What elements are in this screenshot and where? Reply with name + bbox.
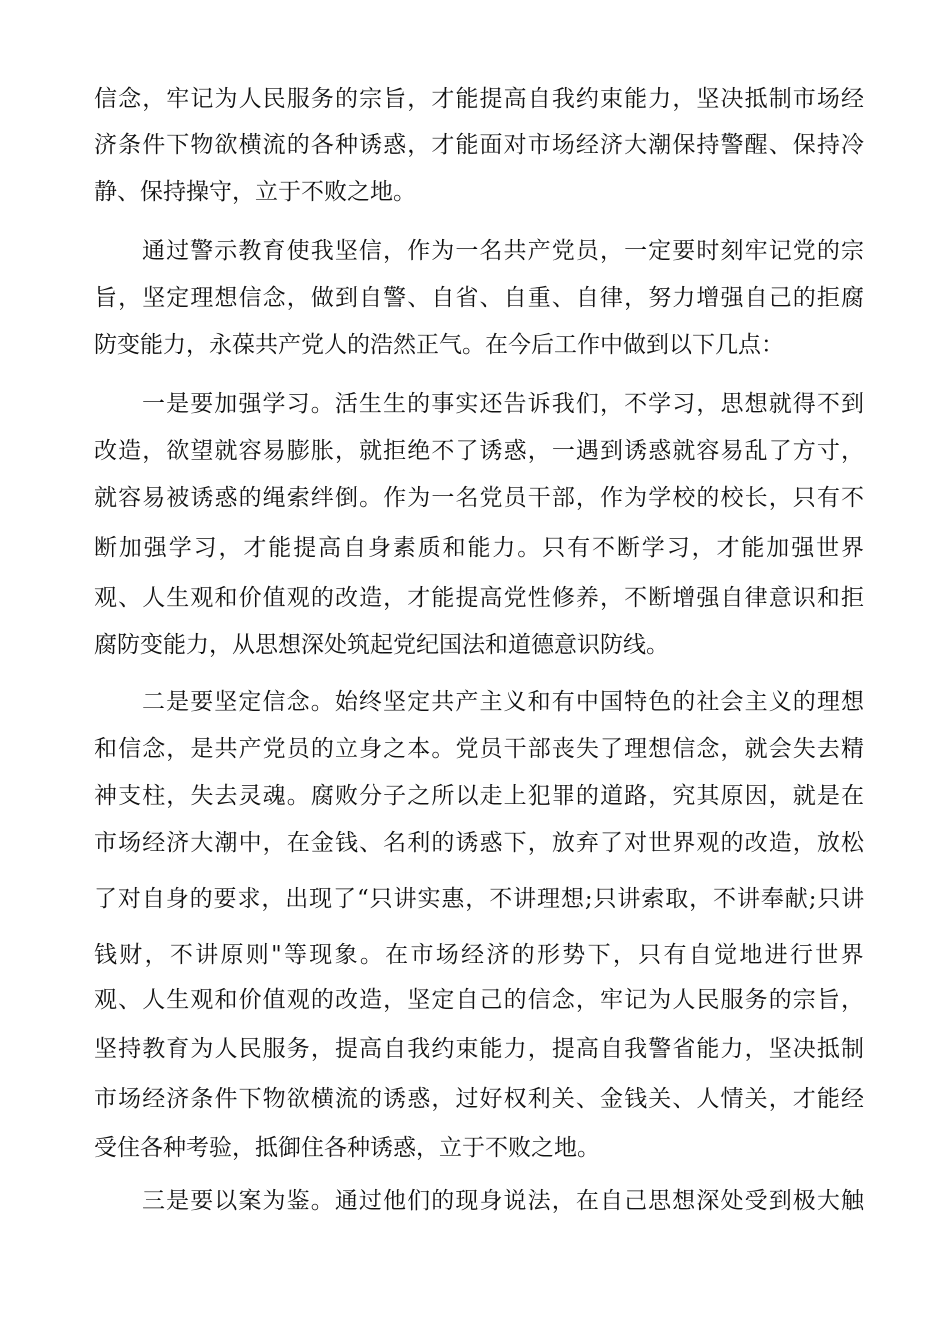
text-line: 腐防变能力，从思想深处筑起党纪国法和道德意识防线。 — [94, 632, 669, 658]
text-line: 观、人生观和价值观的改造，坚定自己的信念，牢记为人民服务的宗旨， — [94, 987, 866, 1013]
paragraph-start-line: 三是要以案为鉴。通过他们的现身说法，在自己思想深处受到极大触 — [142, 1188, 866, 1214]
text-line: 济条件下物欲横流的各种诱惑，才能面对市场经济大潮保持警醒、保持冷 — [94, 132, 866, 158]
text-line: 静、保持操守，立于不败之地。 — [94, 179, 416, 205]
paragraph-start-line: 二是要坚定信念。始终坚定共产主义和有中国特色的社会主义的理想 — [142, 689, 866, 715]
text-line: 受住各种考验，抵御住各种诱惑，立于不败之地。 — [94, 1135, 600, 1161]
text-line: 信念，牢记为人民服务的宗旨，才能提高自我约束能力，坚决抵制市场经 — [94, 86, 866, 112]
text-line: 坚持教育为人民服务，提高自我约束能力，提高自我警省能力，坚决抵制 — [94, 1036, 866, 1062]
text-line: 观、人生观和价值观的改造，才能提高党性修养，不断增强自律意识和拒 — [94, 585, 866, 611]
text-line: 就容易被诱惑的绳索绊倒。作为一名党员干部，作为学校的校长，只有不 — [94, 485, 866, 511]
text-line: 市场经济条件下物欲横流的诱惑，过好权利关、金钱关、人情关，才能经 — [94, 1086, 866, 1112]
text-line: 市场经济大潮中，在金钱、名利的诱惑下，放弃了对世界观的改造，放松 — [94, 830, 866, 856]
text-line: 钱财，不讲原则"等现象。在市场经济的形势下，只有自觉地进行世界 — [94, 942, 866, 968]
text-line: 断加强学习，才能提高自身素质和能力。只有不断学习，才能加强世界 — [94, 535, 866, 561]
text-line: 改造，欲望就容易膨胀，就拒绝不了诱惑，一遇到诱惑就容易乱了方寸， — [94, 438, 866, 464]
text-line: 神支柱，失去灵魂。腐败分子之所以走上犯罪的道路，究其原因，就是在 — [94, 783, 866, 809]
text-line: 旨，坚定理想信念，做到自警、自省、自重、自律，努力增强自己的拒腐 — [94, 285, 866, 311]
text-line: 了对自身的要求，出现了“只讲实惠，不讲理想;只讲索取，不讲奉献;只讲 — [94, 886, 866, 912]
paragraph-start-line: 一是要加强学习。活生生的事实还告诉我们，不学习，思想就得不到 — [142, 391, 866, 417]
paragraph-start-line: 通过警示教育使我坚信，作为一名共产党员，一定要时刻牢记党的宗 — [142, 238, 866, 264]
text-line: 防变能力，永葆共产党人的浩然正气。在今后工作中做到以下几点： — [94, 332, 784, 358]
text-line: 和信念，是共产党员的立身之本。党员干部丧失了理想信念，就会失去精 — [94, 736, 866, 762]
